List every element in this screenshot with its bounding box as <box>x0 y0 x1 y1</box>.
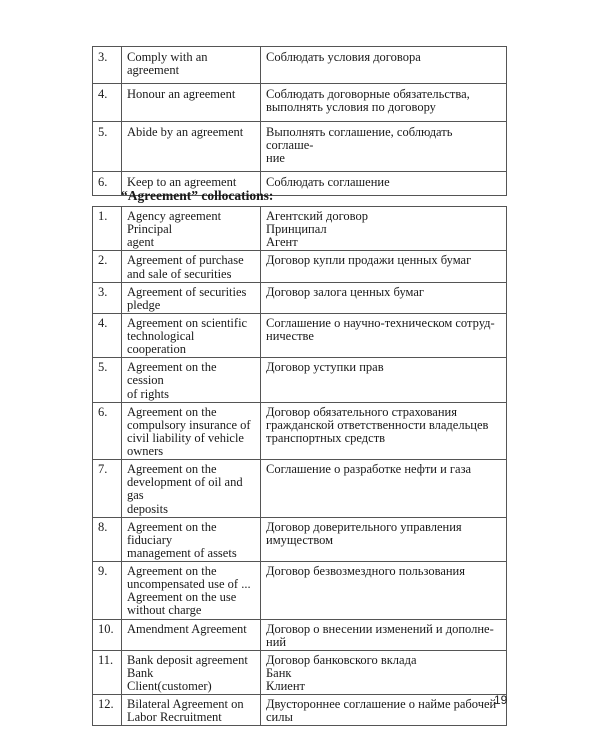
terms-table-1 <box>92 46 507 196</box>
english-term: Amendment Agreement <box>122 619 261 650</box>
russian-translation: Договор о внесении изменений и дополне- ний <box>261 619 507 650</box>
english-term: Abide by an agreement <box>122 121 261 171</box>
table-row <box>93 121 507 171</box>
english-term: Agreement on the cession of rights <box>122 358 261 402</box>
page-number: 19 <box>494 693 508 707</box>
russian-translation: Договор банковского вклада Банк Клиент <box>261 650 507 694</box>
table-row <box>93 695 507 726</box>
english-term: Agency agreement Principal agent <box>122 207 261 251</box>
english-term: Agreement of purchase and sale of securities <box>122 251 261 282</box>
english-term: Agreement on the fiduciary management of assets <box>122 517 261 561</box>
russian-translation: Договор уступки прав <box>261 358 507 402</box>
collocations-table <box>92 206 507 726</box>
row-number: 5. <box>93 358 122 402</box>
row-number: 7. <box>93 460 122 518</box>
row-number: 3. <box>93 282 122 313</box>
english-term: Agreement on the uncompensated use of ... Agreement on the use without charge <box>122 562 261 620</box>
russian-translation: Соблюдать условия договора <box>261 47 507 84</box>
table-row <box>93 358 507 402</box>
row-number: 5. <box>93 121 122 171</box>
russian-translation: Выполнять соглашение, соблюдать соглаше- ние <box>261 121 507 171</box>
english-term: Bilateral Agreement on Labor Recruitment <box>122 695 261 726</box>
table-row <box>93 562 507 620</box>
section-heading: “Agreement” collocations: <box>121 188 274 203</box>
row-number: 2. <box>93 251 122 282</box>
russian-translation: Двустороннее соглашение о найме рабочей силы <box>261 695 507 726</box>
row-number: 11. <box>93 650 122 694</box>
english-term: Honour an agreement <box>122 84 261 121</box>
russian-translation: Договор обязательного страхования гражданской ответственности владельцев транспортных средств <box>261 402 507 460</box>
table-row <box>93 84 507 121</box>
russian-translation: Договор купли продажи ценных бумаг <box>261 251 507 282</box>
russian-translation: Договор доверительного управления имуществом <box>261 517 507 561</box>
row-number: 1. <box>93 207 122 251</box>
table-row <box>93 402 507 460</box>
row-number: 4. <box>93 313 122 357</box>
row-number: 10. <box>93 619 122 650</box>
row-number: 12. <box>93 695 122 726</box>
table-row <box>93 207 507 251</box>
russian-translation: Договор безвозмездного пользования <box>261 562 507 620</box>
english-term: Comply with an agreement <box>122 47 261 84</box>
english-term: Agreement of securities pledge <box>122 282 261 313</box>
table-row <box>93 251 507 282</box>
english-term: Agreement on scientific technological cooperation <box>122 313 261 357</box>
english-term: Agreement on the compulsory insurance of civil liability of vehicle owners <box>122 402 261 460</box>
russian-translation: Соглашение о научно-техническом сотруд- ничестве <box>261 313 507 357</box>
english-term: Bank deposit agreement Bank Client(customer) <box>122 650 261 694</box>
russian-translation: Соблюдать договорные обязательства, выполнять условия по договору <box>261 84 507 121</box>
english-term: Agreement on the development of oil and gas deposits <box>122 460 261 518</box>
russian-translation: Соглашение о разработке нефти и газа <box>261 460 507 518</box>
table-row <box>93 619 507 650</box>
row-number: 3. <box>93 47 122 84</box>
english-term: Keep to an agreement <box>122 171 261 195</box>
table-row <box>93 650 507 694</box>
table-row <box>93 313 507 357</box>
row-number: 6. <box>93 402 122 460</box>
row-number: 8. <box>93 517 122 561</box>
russian-translation: Соблюдать соглашение <box>261 171 507 195</box>
row-number: 4. <box>93 84 122 121</box>
table-row <box>93 460 507 518</box>
table-row <box>93 282 507 313</box>
table-row <box>93 517 507 561</box>
russian-translation: Агентский договор Принципал Агент <box>261 207 507 251</box>
row-number: 9. <box>93 562 122 620</box>
row-number: 6. <box>93 171 122 195</box>
table-row <box>93 47 507 84</box>
russian-translation: Договор залога ценных бумаг <box>261 282 507 313</box>
